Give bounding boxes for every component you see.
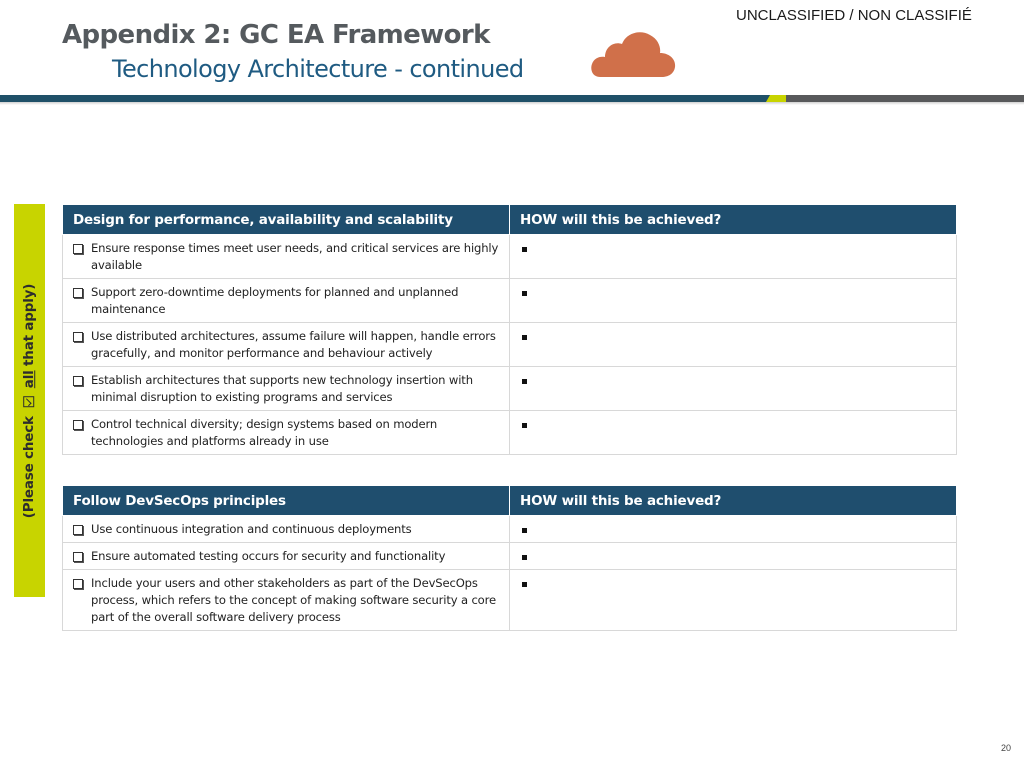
table-row (63, 323, 957, 367)
table-row (63, 235, 957, 279)
header-divider-bar (0, 95, 1024, 102)
bullet-icon (522, 291, 527, 296)
answer-cell[interactable] (510, 570, 957, 631)
check-all-banner (14, 204, 45, 597)
answer-cell[interactable] (510, 367, 957, 411)
criterion-text: Ensure response times meet user needs, and critical services are highly available (91, 241, 499, 272)
checkbox[interactable] (73, 525, 83, 535)
answer-cell[interactable] (510, 279, 957, 323)
table-row (63, 516, 957, 543)
table-row (63, 543, 957, 570)
table-header-row (63, 486, 957, 516)
answer-cell[interactable] (510, 543, 957, 570)
cloud-icon (590, 27, 676, 79)
banner-prefix: (Please check (21, 415, 38, 518)
criterion-text: Ensure automated testing occurs for security and functionality (91, 549, 446, 563)
checkbox[interactable] (73, 420, 83, 430)
criterion-text: Control technical diversity; design systems based on modern technologies and platforms already in use (91, 417, 438, 448)
checkbox[interactable] (73, 332, 83, 342)
criterion-text: Use distributed architectures, assume failure will happen, handle errors gracefully, and monitor performance and behaviour actively (91, 329, 496, 360)
answer-cell[interactable] (510, 235, 957, 279)
bullet-icon (522, 555, 527, 560)
checkbox[interactable] (73, 579, 83, 589)
performance-table (62, 204, 957, 455)
table-header-principle: Design for performance, availability and scalability (63, 205, 510, 235)
page-number: 20 (1001, 743, 1012, 753)
bullet-icon (522, 335, 527, 340)
checkbox[interactable] (73, 552, 83, 562)
criterion-text: Use continuous integration and continuous deployments (91, 522, 412, 536)
table-header-row (63, 205, 957, 235)
answer-cell[interactable] (510, 516, 957, 543)
table-row (63, 570, 957, 631)
answer-cell[interactable] (510, 411, 957, 455)
table-header-how: HOW will this be achieved? (510, 486, 957, 516)
checked-box-icon (24, 396, 35, 407)
bullet-icon (522, 582, 527, 587)
bullet-icon (522, 528, 527, 533)
criterion-text: Establish architectures that supports new technology insertion with minimal disruption to existing programs and services (91, 373, 473, 404)
page-title: Appendix 2: GC EA Framework (62, 20, 490, 50)
criterion-text: Include your users and other stakeholders as part of the DevSecOps process, which refers to the concept of making software security a core part of the overall software delivery process (91, 576, 496, 624)
checkbox[interactable] (73, 244, 83, 254)
page-subtitle: Technology Architecture - continued (112, 55, 524, 83)
bullet-icon (522, 423, 527, 428)
table-row (63, 367, 957, 411)
table-header-principle: Follow DevSecOps principles (63, 486, 510, 516)
bullet-icon (522, 379, 527, 384)
devsecops-table (62, 485, 957, 631)
table-header-how: HOW will this be achieved? (510, 205, 957, 235)
banner-emphasis: all (21, 369, 38, 388)
checkbox[interactable] (73, 288, 83, 298)
checkbox[interactable] (73, 376, 83, 386)
table-row (63, 279, 957, 323)
banner-suffix: that apply) (21, 283, 38, 366)
bullet-icon (522, 247, 527, 252)
answer-cell[interactable] (510, 323, 957, 367)
criterion-text: Support zero-downtime deployments for planned and unplanned maintenance (91, 285, 459, 316)
table-row (63, 411, 957, 455)
classification-label: UNCLASSIFIED / NON CLASSIFIÉ (736, 7, 972, 24)
